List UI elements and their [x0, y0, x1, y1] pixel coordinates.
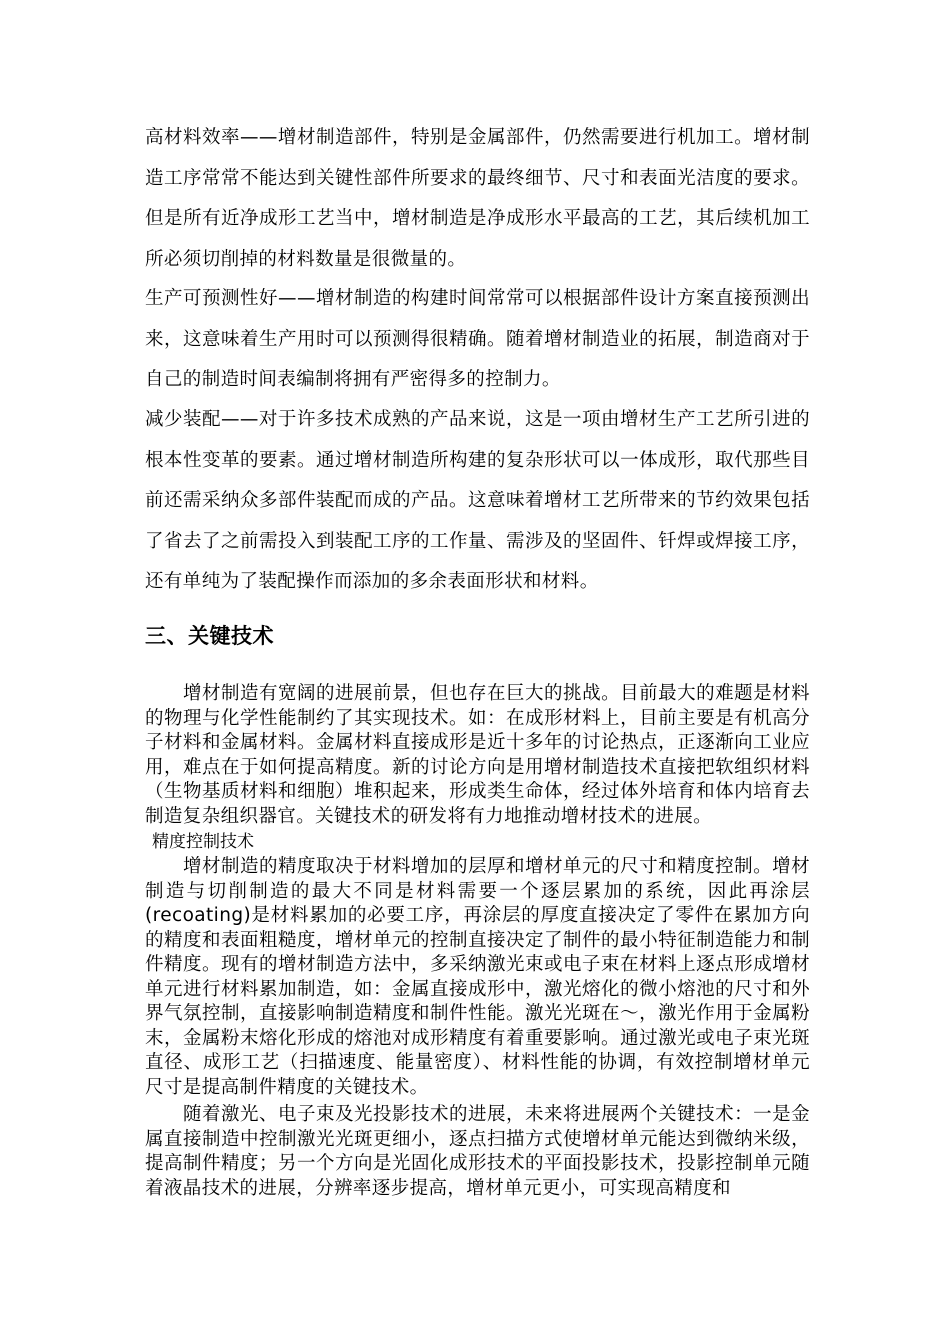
paragraph-material-efficiency: 高材料效率——增材制造部件，特别是金属部件，仍然需要进行机加工。增材制造工序常常不能达到关键性部件所要求的最终细节、尺寸和表面光洁度的要求。但是所有近净成形工艺当中，增材制造是净成形水平最高的工艺，其后续机加工所必须切削掉的材料数量是很微量的。: [145, 127, 810, 270]
paragraph-precision-control: 增材制造的精度取决于材料增加的层厚和增材单元的尺寸和精度控制。增材制造与切削制造的最大不同是材料需要一个逐层累加的系统，因此再涂层(recoating)是材料累加的必要工序，再涂层的厚度直接决定了零件在累加方向的精度和表面粗糙度，增材单元的控制直接决定了制件的最小特征制造能力和制件精度。现有的增材制造方法中，多采纳激光束或电子束在材料上逐点形成增材单元进行材料累加制造，如：金属直接成形中，激光熔化的微小熔池的尺寸和外界气氛控制，直接影响制造精度和制件性能。激光光斑在～，激光作用于金属粉末，金属粉末熔化形成的熔池对成形精度有着重要影响。通过激光或电子束光斑直径、成形工艺（扫描速度、能量密度）、材料性能的协调，有效控制增材单元尺寸是提高制件精度的关键技术。: [145, 856, 810, 1098]
paragraph-production-predictability: 生产可预测性好——增材制造的构建时间常常可以根据部件设计方案直接预测出来，这意味着生产用时可以预测得很精确。随着增材制造业的拓展，制造商对于自己的制造时间表编制将拥有严密得多的控制力。: [145, 288, 810, 390]
paragraph-key-tech-intro: 增材制造有宽阔的进展前景，但也存在巨大的挑战。目前最大的难题是材料的物理与化学性能制约了其实现技术。如：在成形材料上，目前主要是有机高分子材料和金属材料。金属材料直接成形是近十多年的讨论热点，正逐渐向工业应用，难点在于如何提高精度。新的讨论方向是用增材制造技术直接把软组织材料（生物基质材料和细胞）堆积起来，形成类生命体，经过体外培育和体内培育去制造复杂组织器官。关键技术的研发将有力地推动增材技术的进展。: [145, 683, 810, 827]
paragraph-reduced-assembly: 减少装配——对于许多技术成熟的产品来说，这是一项由增材生产工艺所引进的根本性变革的要素。通过增材制造所构建的复杂形状可以一体成形，取代那些目前还需采纳众多部件装配而成的产品。这意味着增材工艺所带来的节约效果包括了省去了之前需投入到装配工序的工作量、需涉及的坚固件、钎焊或焊接工序，还有单纯为了装配操作而添加的多余表面形状和材料。: [145, 409, 810, 592]
section-heading-key-technologies: 三、关键技术: [145, 624, 274, 648]
paragraph-future-development: 随着激光、电子束及光投影技术的进展，未来将进展两个关键技术：一是金属直接制造中控制激光光斑更细小，逐点扫描方式使增材单元能达到微纳米级，提高制件精度；另一个方向是光固化成形技术的平面投影技术，投影控制单元随着液晶技术的进展，分辨率逐步提高，增材单元更小，可实现高精度和: [145, 1104, 810, 1199]
subheading-precision-control: 精度控制技术: [152, 832, 254, 852]
